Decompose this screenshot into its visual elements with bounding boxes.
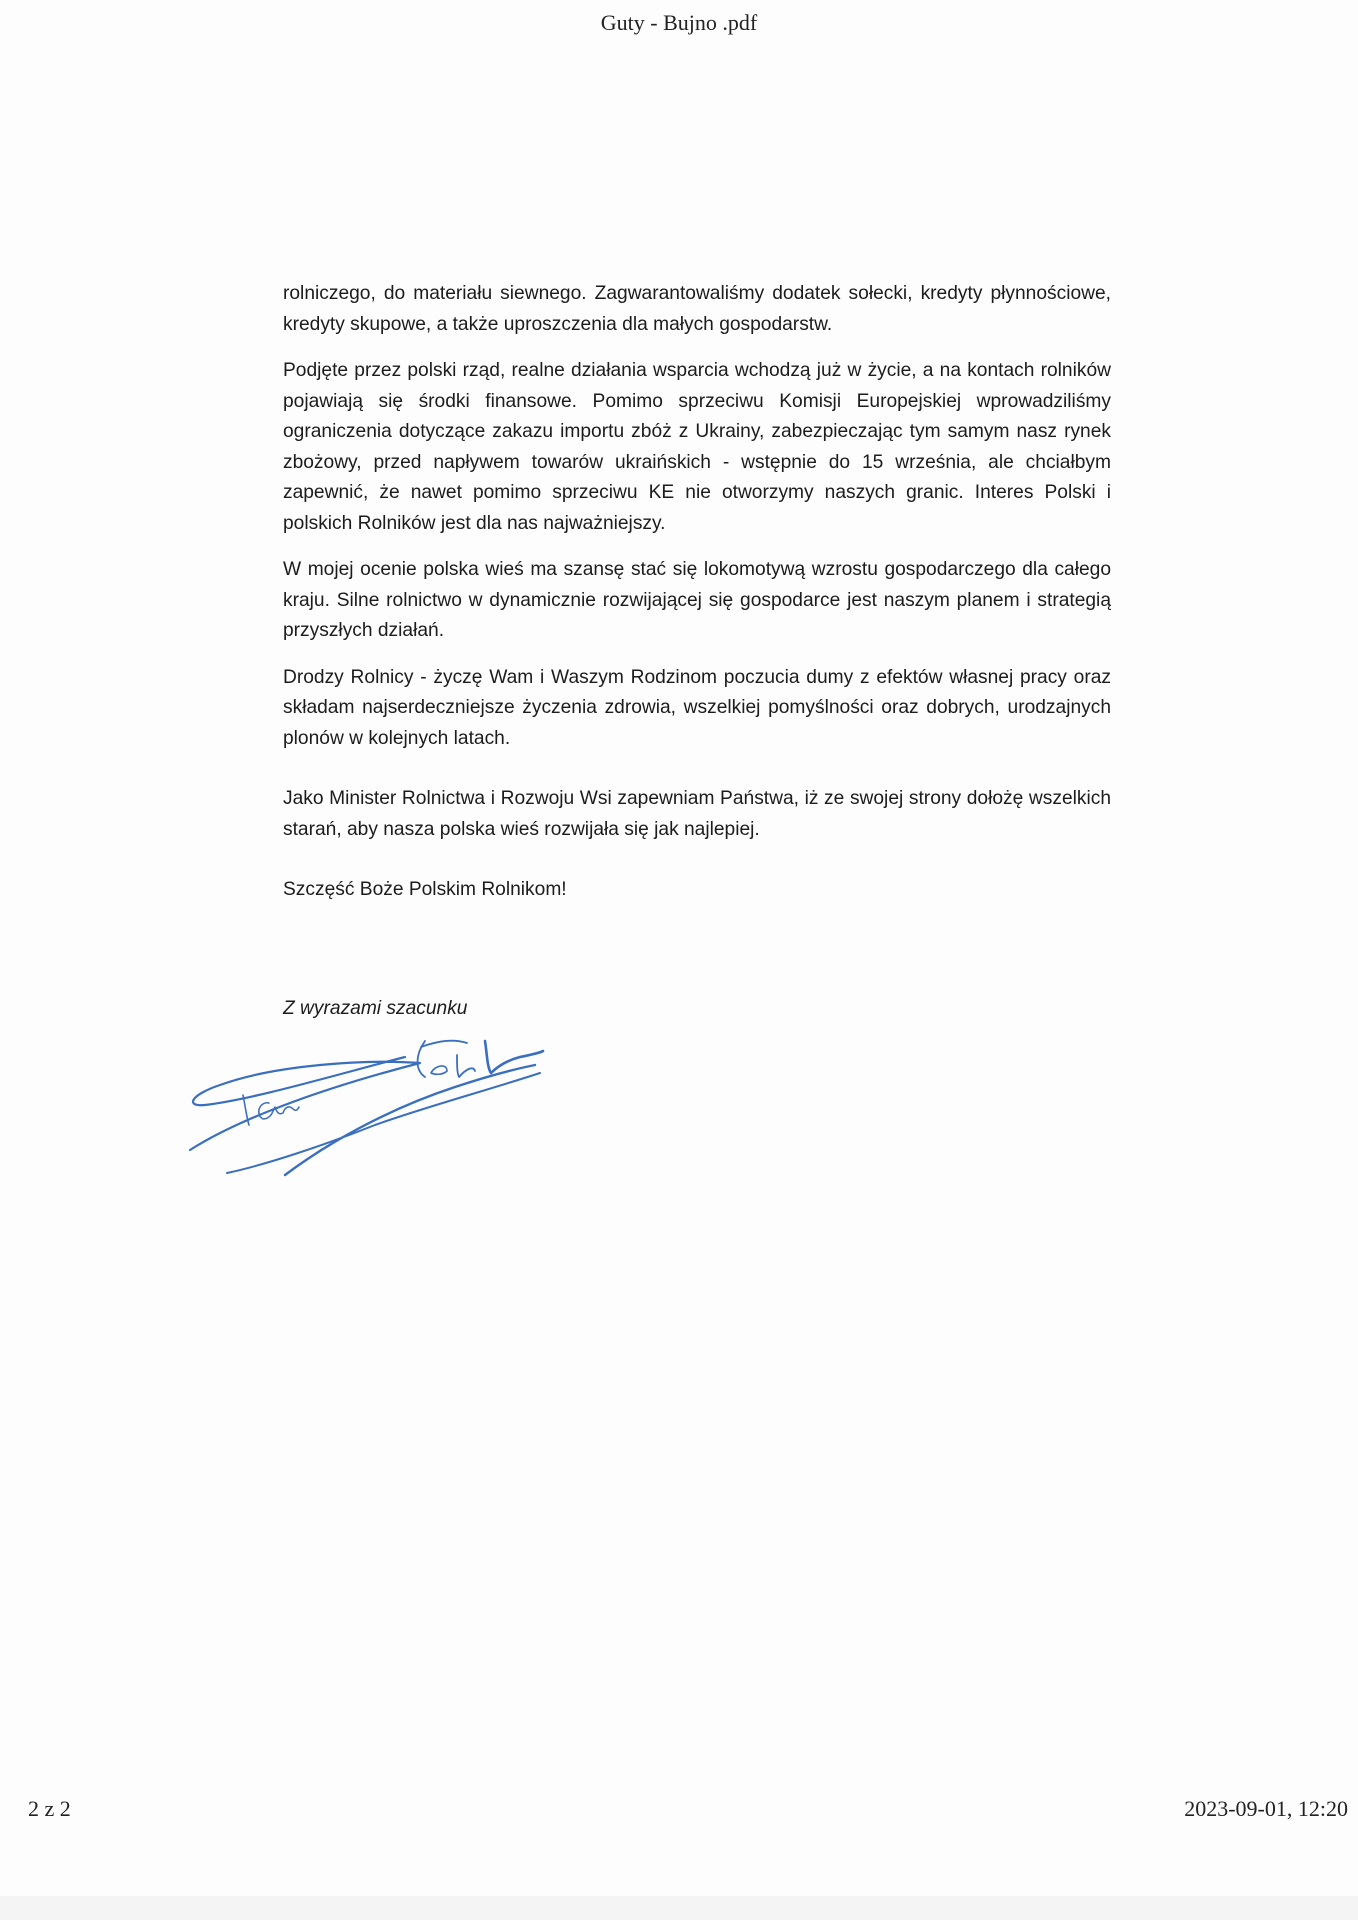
paragraph: Jako Minister Rolnictwa i Rozwoju Wsi zapewniam Państwa, iż ze swojej strony dołożę wszelkich starań, aby nasza polska wieś rozwijała się jak najlepiej. [283, 788, 1111, 840]
paragraph: W mojej ocenie polska wieś ma szansę stać się lokomotywą wzrostu gospodarczego dla całego kraju. Silne rolnictwo w dynamicznie rozwijającej się gospodarce jest naszym planem i strategią przyszłych działań. [283, 559, 1111, 641]
signature-stroke [259, 1103, 299, 1119]
paragraph: Podjęte przez polski rząd, realne działania wsparcia wchodzą już w życie, a na kontach rolników pojawiają się środki finansowe. Pomimo sprzeciwu Komisji Europejskiej wprowadziliśmy ograniczenia dotyczące zakazu importu zbóż z Ukrainy, zabezpieczając tym samym nasz rynek zbożowy, przed napływem towarów ukraińskich - wstępnie do 15 września, ale chciałbym zapewnić, że nawet pomimo sprzeciwu KE nie otworzymy naszych granic. Interes Polski i polskich Rolników jest dla nas najważniejszy. [283, 360, 1111, 534]
document-title: Guty - Bujno .pdf [600, 10, 758, 35]
paragraph: Drodzy Rolnicy - życzę Wam i Waszym Rodzinom poczucia dumy z efektów własnej pracy oraz składam najserdeczniejsze życzenia zdrowia, wszelkiej pomyślności oraz dobrych, urodzajnych plonów w kolejnych latach. [283, 666, 1111, 749]
regards-line: Z wyrazami szacunku [283, 998, 468, 1019]
closing-greeting: Szczęść Boże Polskim Rolnikom! [283, 879, 567, 900]
signature-stroke [285, 1065, 535, 1175]
signature-stroke [418, 1041, 468, 1077]
signature-stroke [485, 1041, 543, 1073]
signature-stroke [457, 1055, 475, 1077]
signature-stroke [431, 1066, 447, 1074]
viewer-bottom-band [0, 1896, 1358, 1920]
signature-stroke [227, 1073, 540, 1173]
letter-body [283, 279, 1111, 922]
page-indicator: 2 z 2 [28, 1796, 71, 1821]
signature-stroke [190, 1057, 420, 1150]
handwritten-signature-icon [185, 1015, 545, 1190]
print-timestamp: 2023-09-01, 12:20 [1184, 1796, 1348, 1821]
paragraph: rolniczego, do materiału siewnego. Zagwarantowaliśmy dodatek sołecki, kredyty płynnościowe, kredyty skupowe, a także uproszczenia dla małych gospodarstw. [283, 283, 1111, 335]
